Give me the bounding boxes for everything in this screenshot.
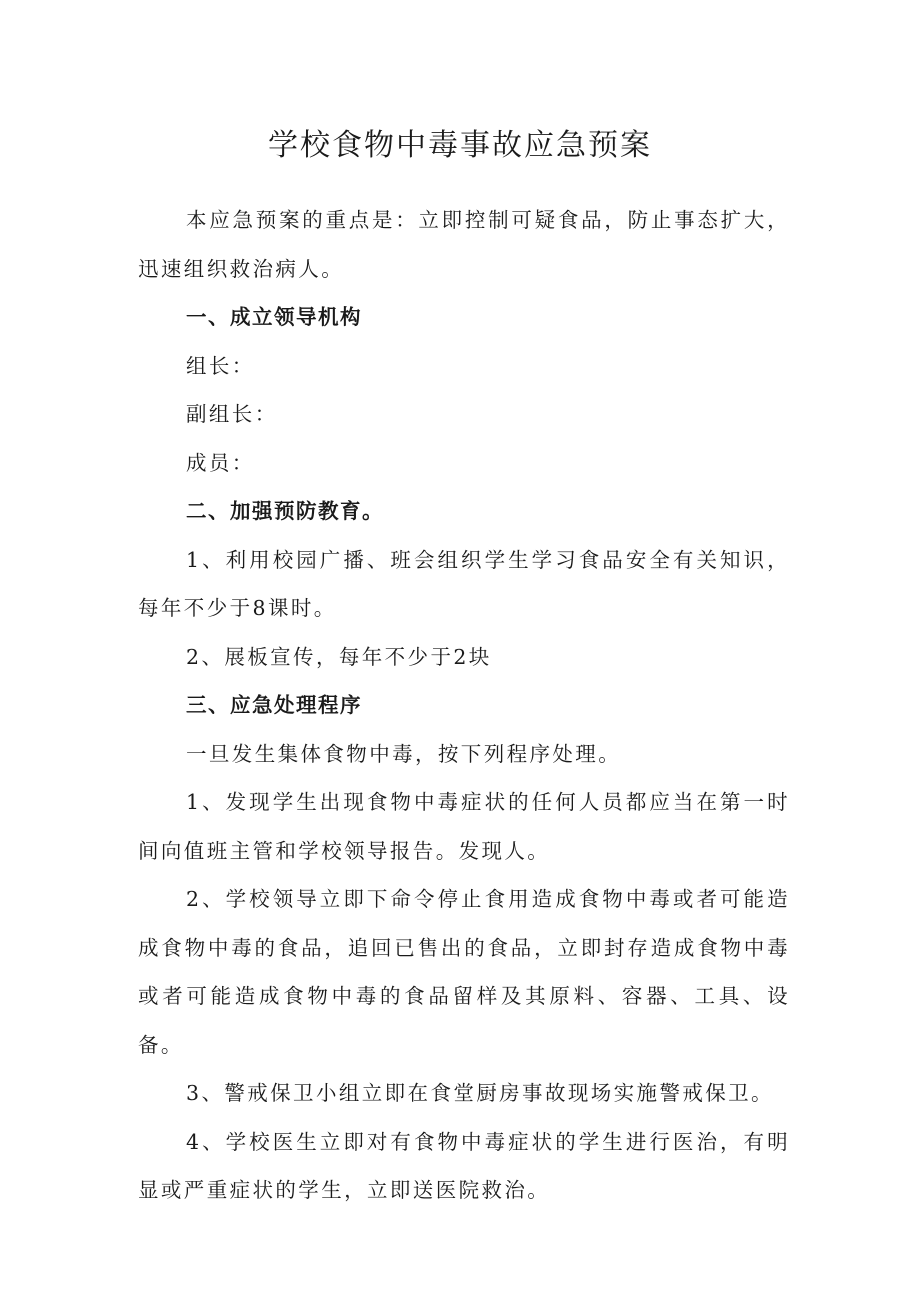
members-field: 成员：	[186, 450, 255, 475]
paragraph-item: 一旦发生集体食物中毒，按下列程序处理。	[186, 741, 622, 766]
paragraph-item: 3、警戒保卫小组立即在食堂厨房事故现场实施警戒保卫。	[186, 1081, 774, 1105]
paragraph-item: 1、发现学生出现食物中毒症状的任何人员都应当在第一时间向值班主管和学校领导报告。发现人。	[138, 790, 790, 863]
section-heading-3: 三、应急处理程序	[186, 693, 362, 717]
deputy-leader-field: 副组长：	[186, 402, 278, 426]
document-body	[138, 196, 790, 1215]
paragraph-item: 2、展板宣传，每年不少于2块	[186, 644, 492, 669]
paragraph-item: 4、学校医生立即对有食物中毒症状的学生进行医治，有明显或严重症状的学生，立即送医院救治。	[138, 1129, 790, 1202]
paragraph-item: 2、学校领导立即下命令停止食用造成食物中毒或者可能造成食物中毒的食品，追回已售出的食品，立即封存造成食物中毒或者可能造成食物中毒的食品留样及其原料、容器、工具、设备。	[138, 887, 790, 1057]
intro-paragraph: 本应急预案的重点是：立即控制可疑食品，防止事态扩大，迅速组织救治病人。	[138, 208, 790, 281]
paragraph-item: 1、利用校园广播、班会组织学生学习食品安全有关知识，每年不少于8课时。	[138, 547, 790, 620]
section-heading-1: 一、成立领导机构	[186, 305, 362, 329]
section-heading-2: 二、加强预防教育。	[186, 499, 384, 523]
document-title: 学校食物中毒事故应急预案	[268, 128, 652, 163]
leader-field: 组长：	[186, 353, 255, 378]
